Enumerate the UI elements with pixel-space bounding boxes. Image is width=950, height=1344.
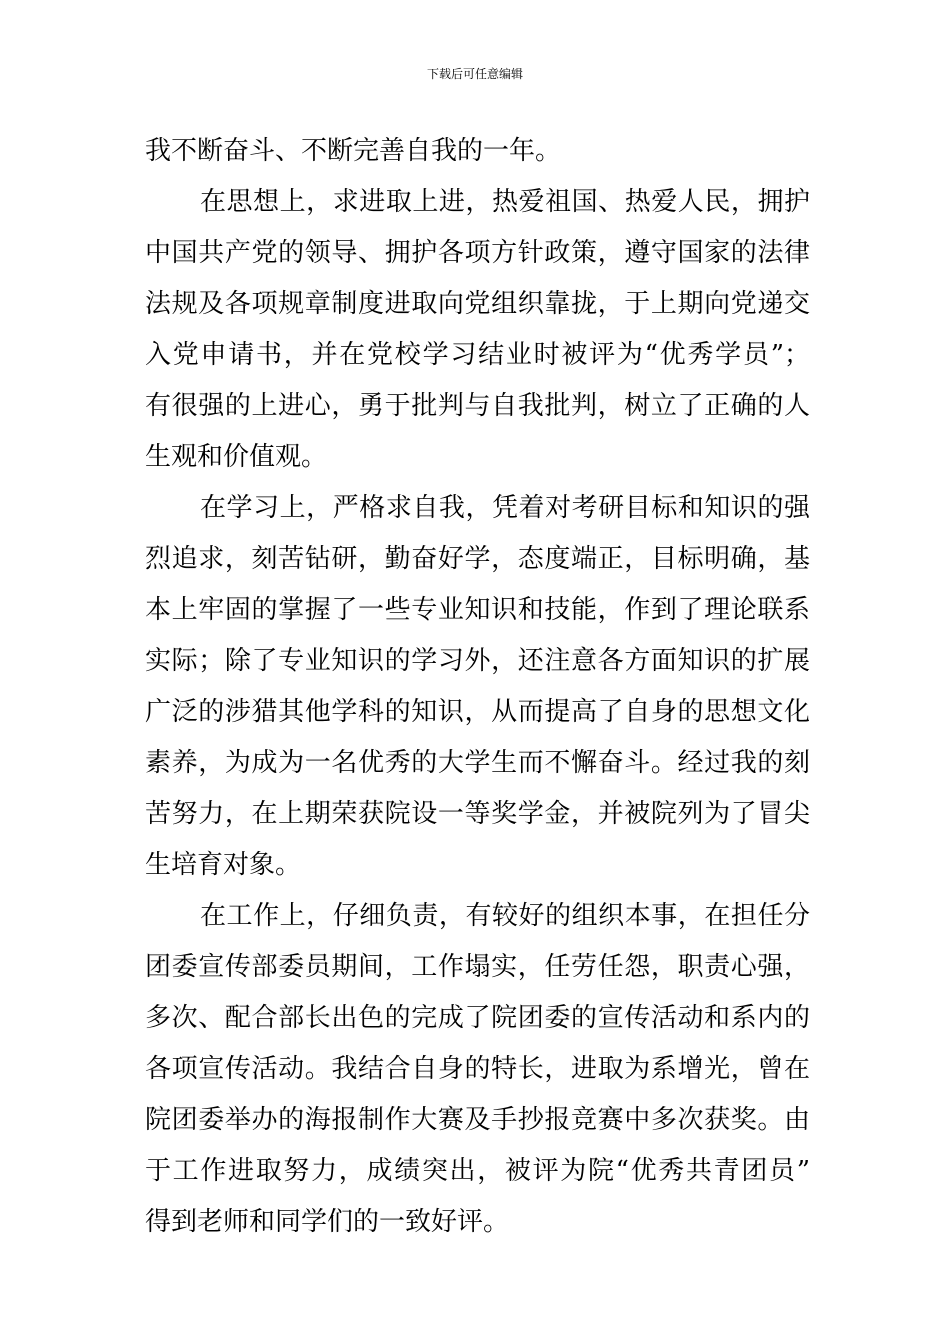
text-line: 有很强的上进心，勇于批判与自我批判，树立了正确的人 bbox=[145, 391, 810, 421]
text-line: 生培育对象。 bbox=[145, 850, 302, 880]
text-line: 在工作上，仔细负责，有较好的组织本事，在担任分 bbox=[200, 901, 810, 931]
text-line: 各项宣传活动。我结合自身的特长，进取为系增光，曾在 bbox=[145, 1054, 810, 1084]
text-line: 苦努力，在上期荣获院设一等奖学金，并被院列为了冒尖 bbox=[145, 799, 810, 829]
document-body bbox=[145, 126, 810, 1248]
text-line: 在学习上，严格求自我，凭着对考研目标和知识的强 bbox=[200, 493, 810, 523]
text-line: 烈追求，刻苦钻研，勤奋好学，态度端正，目标明确，基 bbox=[145, 544, 810, 574]
text-line: 生观和价值观。 bbox=[145, 442, 328, 472]
text-line: 多次、配合部长出色的完成了院团委的宣传活动和系内的 bbox=[145, 1003, 810, 1033]
paragraph-study bbox=[145, 483, 810, 891]
text-line: 素养，为成为一名优秀的大学生而不懈奋斗。经过我的刻 bbox=[145, 748, 810, 778]
text-line: 团委宣传部委员期间，工作塌实，任劳任怨，职责心强， bbox=[145, 952, 810, 982]
text-line: 在思想上，求进取上进，热爱祖国、热爱人民，拥护 bbox=[200, 187, 810, 217]
paragraph-work bbox=[145, 891, 810, 1248]
text-line: 于工作进取努力，成绩突出，被评为院“优秀共青团员” bbox=[145, 1156, 810, 1186]
paragraph-ideology bbox=[145, 177, 810, 483]
text-line: 我不断奋斗、不断完善自我的一年。 bbox=[145, 136, 562, 166]
text-line: 院团委举办的海报制作大赛及手抄报竞赛中多次获奖。由 bbox=[145, 1105, 810, 1135]
text-line: 广泛的涉猎其他学科的知识，从而提高了自身的思想文化 bbox=[145, 697, 810, 727]
text-line: 本上牢固的掌握了一些专业知识和技能，作到了理论联系 bbox=[145, 595, 810, 625]
text-line: 法规及各项规章制度进取向党组织靠拢，于上期向党递交 bbox=[145, 289, 810, 319]
page-header: 下载后可任意编辑 bbox=[426, 67, 523, 81]
text-line: 得到老师和同学们的一致好评。 bbox=[145, 1207, 510, 1237]
text-line: 入党申请书，并在党校学习结业时被评为“优秀学员”； bbox=[145, 340, 810, 370]
paragraph-continuation bbox=[145, 126, 810, 177]
text-line: 实际；除了专业知识的学习外，还注意各方面知识的扩展 bbox=[145, 646, 810, 676]
text-line: 中国共产党的领导、拥护各项方针政策，遵守国家的法律 bbox=[145, 238, 810, 268]
